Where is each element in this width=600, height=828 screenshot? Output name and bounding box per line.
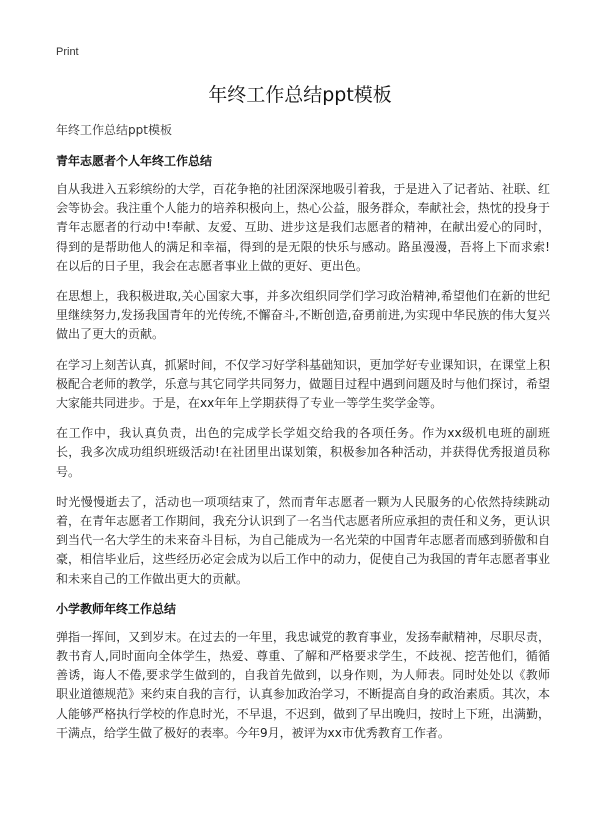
paragraph: 在思想上，我积极进取,关心国家大事，并多次组织同学们学习政治精神,希望他们在新的世纪里继续努力,发扬我国青年的光传统,不懈奋斗,不断创造,奋勇前进,为实现中华民族的伟大复兴做出了更大的贡献。 (56, 289, 550, 342)
paragraph: 时光慢慢逝去了，活动也一项项结束了，然而青年志愿者一颗为人民服务的心依然持续跳动着，在青年志愿者工作期间，我充分认识到了一名当代志愿者所应承担的责任和义务，更认识到当代一名大学生的未来奋斗目标，为自己能成为一名光荣的中国青年志愿者而感到骄傲和自豪，相信毕业后，这些经历必定会成为以后工作中的动力，促使自己为我国的青年志愿者事业和未来自己的工作做出更大的贡献。 (56, 494, 550, 586)
section-heading-volunteer: 青年志愿者个人年终工作总结 (56, 154, 213, 168)
section-heading-teacher: 小学教师年终工作总结 (56, 601, 177, 616)
paragraph: 自从我进入五彩缤纷的大学，百花争艳的社团深深地吸引着我，于是进入了记者站、社联、红会等协会。我注重个人能力的培养积极向上，热心公益，服务群众，奉献社会，热忱的投身于青年志愿者的行动中!奉献、友爱、互助、进步这是我们志愿者的精神，在献出爱心的同时，得到的是帮助他人的满足和幸福，得到的是无限的快乐与感动。路虽漫漫，吾将上下而求索!在以后的日子里，我会在志愿者事业上做的更好、更出色。 (56, 182, 550, 273)
document-body (56, 152, 550, 754)
paragraph: 在学习上刻苦认真，抓紧时间，不仅学习好学科基础知识，更加学好专业课知识，在课堂上积极配合老师的教学，乐意与其它同学共同努力，做题目过程中遇到问题及时与他们探讨，希望大家能共同进步。于是，在xx年年上学期获得了专业一等学生奖学金等。 (56, 357, 550, 411)
document-title: 年终工作总结ppt模板 (208, 84, 392, 106)
document-subtitle: 年终工作总结ppt模板 (56, 123, 172, 137)
print-link[interactable]: Print (56, 46, 79, 58)
paragraph: 在工作中，我认真负责，出色的完成学长学姐交给我的各项任务。作为xx级机电班的副班长，我多次成功组织班级活动!在社团里出谋划策，积极参加各种活动，并获得优秀报道员称号。 (56, 426, 550, 479)
paragraph: 弹指一挥间，又到岁末。在过去的一年里，我忠诚党的教育事业，发扬奉献精神，尽职尽责，教书育人,同时面向全体学生，热爱、尊重、了解和严格要求学生，不歧视、挖苦他们，循循善诱，诲人不倦,要求学生做到的，自我首先做到，以身作则，为人师表。同时处处以《教师职业道德规范》来约束自我的言行，认真参加政治学习，不断提高自身的政治素质。其次，本人能够严格执行学校的作息时光，不早退，不迟到，做到了早出晚归，按时上下班，出满勤，干满点，给学生做了极好的表率。今年9月，被评为xx市优秀教育工作者。 (56, 629, 550, 740)
